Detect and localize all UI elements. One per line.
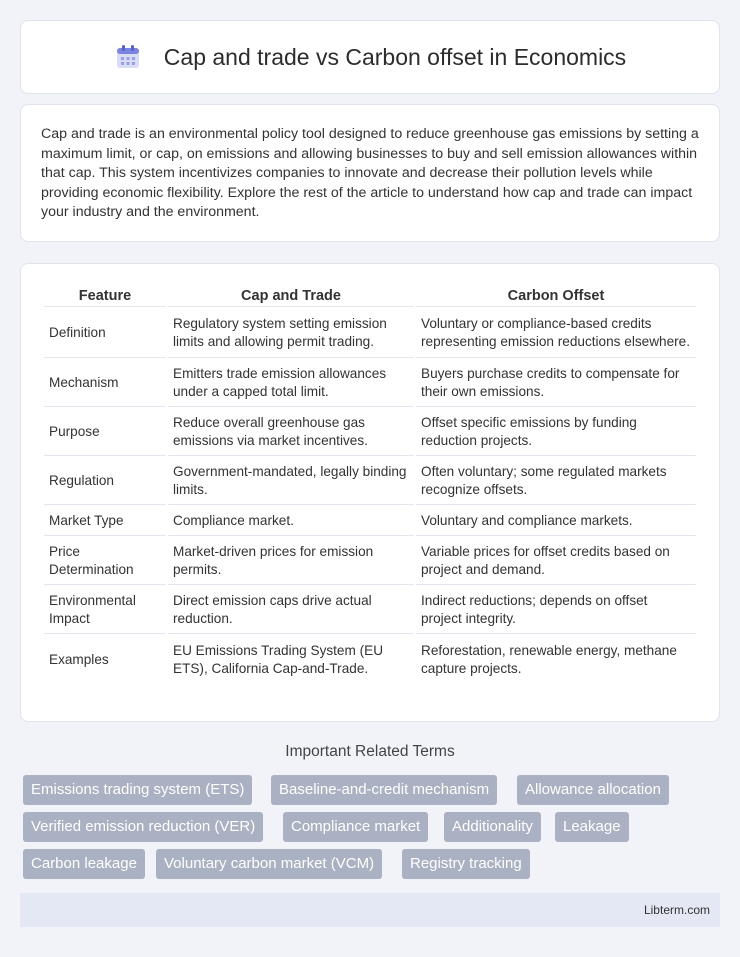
related-term-tag[interactable]: Carbon leakage <box>23 849 145 879</box>
title-card <box>20 20 720 94</box>
feature-cell: Price Determination <box>44 538 166 585</box>
calendar-icon <box>114 43 142 71</box>
related-terms-title: Important Related Terms <box>285 743 455 760</box>
footer-site-link[interactable]: Libterm.com <box>643 903 710 917</box>
carbon-offset-cell: Indirect reductions; depends on offset project integrity. <box>416 587 696 634</box>
table-row <box>44 409 696 456</box>
table-header-row <box>44 284 696 307</box>
table-row <box>44 587 696 634</box>
cap-and-trade-cell: EU Emissions Trading System (EU ETS), California Cap-and-Trade. <box>173 642 384 676</box>
feature-cell: Purpose <box>44 409 166 456</box>
header-cap-and-trade: Cap and Trade <box>168 284 414 307</box>
cap-and-trade-cell: Reduce overall greenhouse gas emissions via market incentives. <box>168 409 414 456</box>
table-row <box>44 360 696 407</box>
related-term-tag[interactable]: Baseline-and-credit mechanism <box>271 775 497 805</box>
feature-cell: Mechanism <box>44 360 166 407</box>
table-row <box>44 636 696 683</box>
feature-cell: Environmental Impact <box>44 587 166 634</box>
related-term-tag[interactable]: Verified emission reduction (VER) <box>23 812 263 842</box>
related-term-tag[interactable]: Leakage <box>555 812 629 842</box>
page-title: Cap and trade vs Carbon offset in Economics <box>163 43 627 70</box>
comparison-table <box>42 282 698 685</box>
related-term-tag[interactable]: Voluntary carbon market (VCM) <box>156 849 382 879</box>
cap-and-trade-cell: Compliance market. <box>168 507 414 536</box>
related-term-tag[interactable]: Emissions trading system (ETS) <box>23 775 252 805</box>
table-row <box>44 309 696 358</box>
related-term-tag[interactable]: Registry tracking <box>402 849 530 879</box>
table-row <box>44 538 696 585</box>
table-row <box>44 507 696 536</box>
feature-cell: Market Type <box>44 507 166 536</box>
carbon-offset-cell: Buyers purchase credits to compensate for their own emissions. <box>416 360 696 407</box>
header-carbon-offset: Carbon Offset <box>416 284 696 307</box>
carbon-offset-cell: Voluntary and compliance markets. <box>416 507 696 536</box>
cap-and-trade-cell: Regulatory system setting emission limits and allowing permit trading. <box>168 309 414 358</box>
carbon-offset-cell: Variable prices for offset credits based on project and demand. <box>416 538 696 585</box>
carbon-offset-cell: Reforestation, renewable energy, methane capture projects. <box>421 642 677 676</box>
intro-text: Cap and trade is an environmental policy tool designed to reduce greenhouse gas emissions by setting a maximum limit, or cap, on emissions and allowing businesses to buy and sell emission allowances within that cap. This system incentivizes companies to innovate and decrease their pollution levels while providing economic flexibility. Explore the rest of the article to understand how cap and trade can impact your industry and the environment. <box>41 126 699 221</box>
related-term-tag[interactable]: Additionality <box>444 812 541 842</box>
header-feature: Feature <box>44 284 166 307</box>
intro-card <box>20 104 720 242</box>
carbon-offset-cell: Often voluntary; some regulated markets recognize offsets. <box>416 458 696 505</box>
footer <box>20 893 720 927</box>
comparison-card <box>20 263 720 722</box>
carbon-offset-cell: Offset specific emissions by funding reduction projects. <box>416 409 696 456</box>
cap-and-trade-cell: Emitters trade emission allowances under a capped total limit. <box>168 360 414 407</box>
related-term-tag[interactable]: Allowance allocation <box>517 775 669 805</box>
carbon-offset-cell: Voluntary or compliance-based credits representing emission reductions elsewhere. <box>416 309 696 358</box>
cap-and-trade-cell: Market-driven prices for emission permits. <box>168 538 414 585</box>
feature-cell: Regulation <box>44 458 166 505</box>
feature-cell: Definition <box>44 309 166 358</box>
cap-and-trade-cell: Direct emission caps drive actual reduction. <box>168 587 414 634</box>
related-term-tag[interactable]: Compliance market <box>283 812 428 842</box>
cap-and-trade-cell: Government-mandated, legally binding limits. <box>168 458 414 505</box>
feature-cell: Examples <box>49 651 109 667</box>
table-row <box>44 458 696 505</box>
